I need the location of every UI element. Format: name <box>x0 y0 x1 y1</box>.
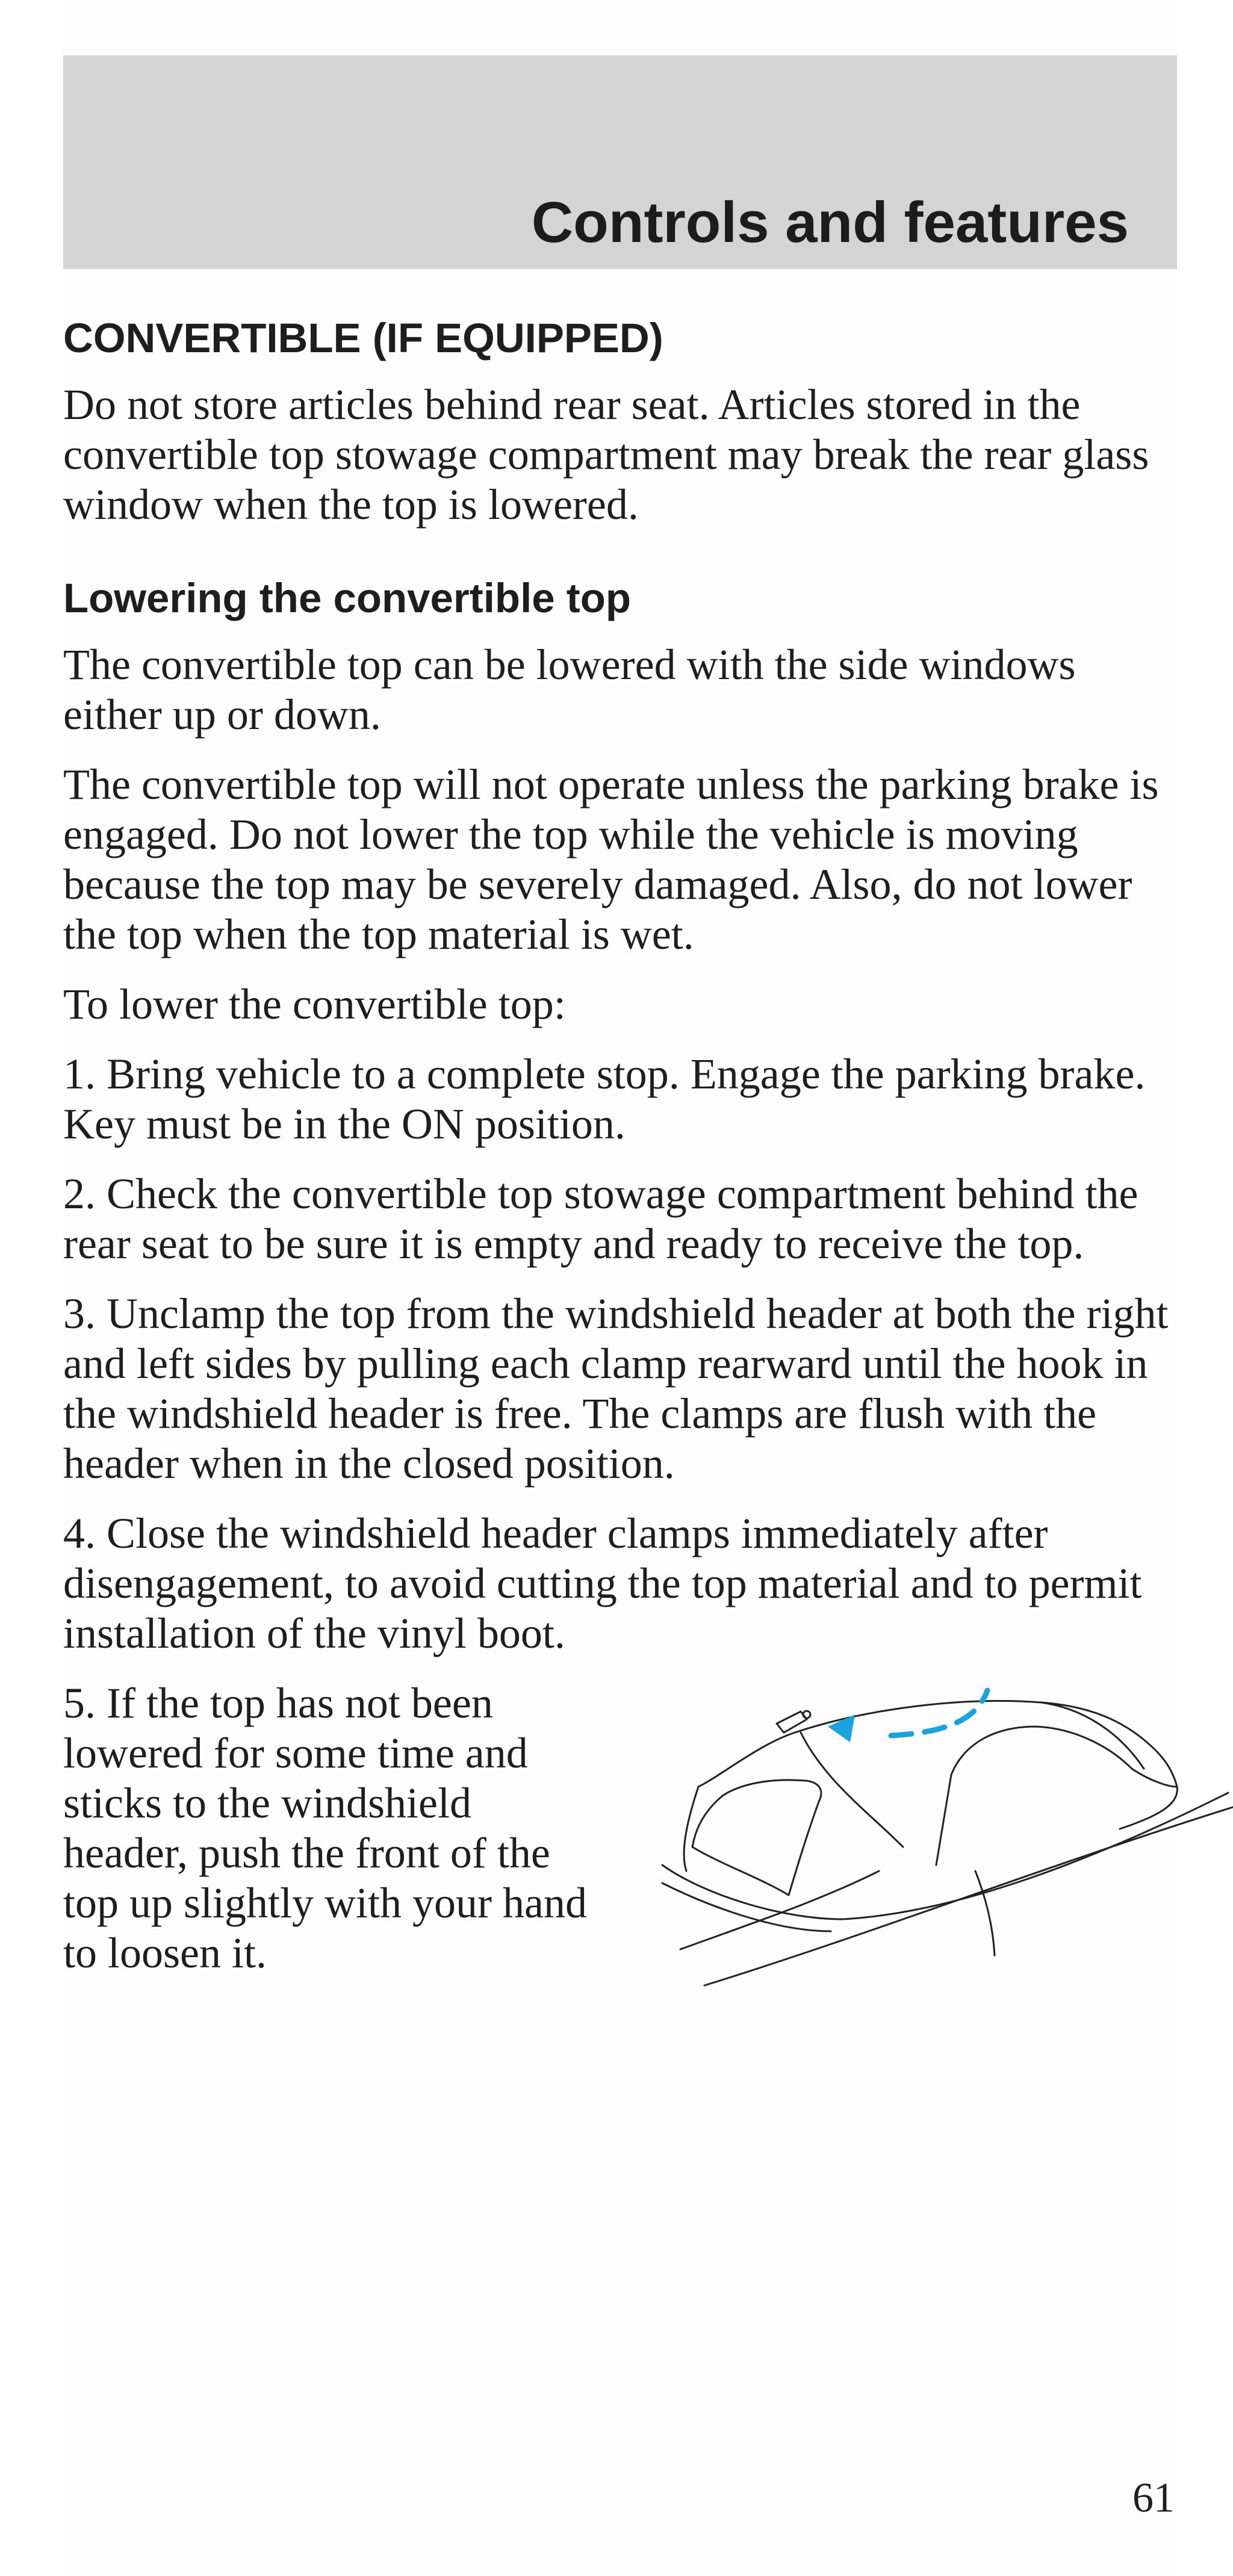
step-item: 4. Close the windshield header clamps immediately after disengagement, to avoid cutting the top material and to permit installation of the vinyl boot. <box>63 1509 1142 1657</box>
step-item: 5. If the top has not been lowered for some time and sticks to the windshield header, push the front of the top up slightly with your hand to loosen it. <box>63 1679 587 1977</box>
page-content <box>63 313 1177 2016</box>
steps-lead-in: To lower the convertible top: <box>63 980 566 1028</box>
convertible-top-release-illustration <box>626 1666 1233 2003</box>
intro-paragraph: Do not store articles behind rear seat. Articles stored in the convertible top stowage compartment may break the rear glass window when the top is lowered. <box>63 380 1149 529</box>
chapter-header <box>63 55 1177 269</box>
step-item: 3. Unclamp the top from the windshield header at both the right and left sides by pulling each clamp rearward until the hook in the windshield header is free. The clamps are flush with the header when in the closed position. <box>63 1290 1169 1488</box>
subsection-heading: Lowering the convertible top <box>63 575 632 621</box>
step-item: 1. Bring vehicle to a complete stop. Engage the parking brake. Key must be in the ON position. <box>63 1050 1146 1148</box>
chapter-title: Controls and features <box>531 190 1129 255</box>
page-number: 61 <box>1132 2475 1175 2521</box>
paragraph-side-windows: The convertible top can be lowered with the side windows either up or down. <box>63 641 1076 739</box>
step-with-figure <box>63 1678 1177 2016</box>
paragraph-parking-brake: The convertible top will not operate unless the parking brake is engaged. Do not lower the top while the vehicle is moving because the top may be severely damaged. Also, do not lower the top when the top material is wet. <box>63 760 1159 958</box>
step-item: 2. Check the convertible top stowage compartment behind the rear seat to be sure it is empty and ready to receive the top. <box>63 1170 1138 1268</box>
section-heading: CONVERTIBLE (IF EQUIPPED) <box>63 315 663 361</box>
